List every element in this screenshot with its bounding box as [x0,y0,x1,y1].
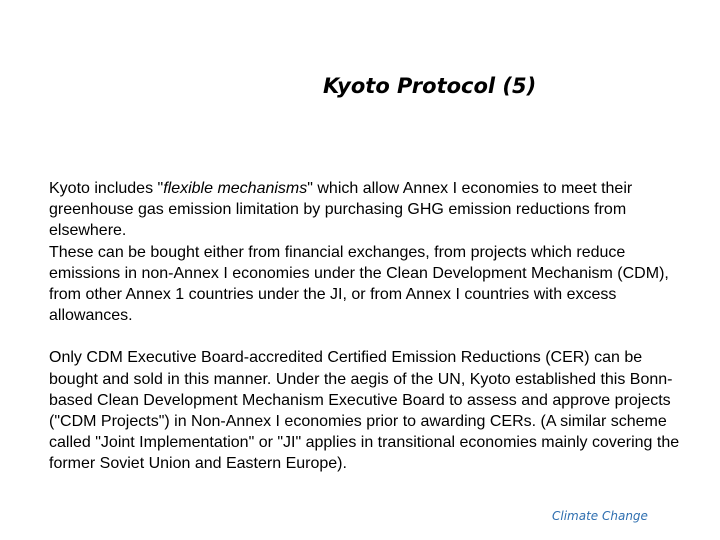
paragraph1-line2: These can be bought either from financial exchanges, from projects which reduce emissions in non-Annex I economies under the Clean Development Mechanism (CDM), from other Annex 1 countries under the JI, or from Annex I countries with excess allowances. [49,243,669,325]
footer-label: Climate Change [552,509,648,523]
slide-title: Kyoto Protocol (5) [323,74,537,98]
paragraph1-rest: " which allow Annex I economies to meet their greenhouse gas emission limitation by purchasing GHG emission reductions from elsewhere. [49,180,633,240]
slide-body [49,178,689,475]
paragraph-cdm-board: Only CDM Executive Board-accredited Certified Emission Reductions (CER) can be bought and sold in this manner. Under the aegis of the UN, Kyoto established this Bonn-based Clean Development Mechanism Executive Board to assess and approve projects ("CDM Projects") in Non-Annex I economies prior to awarding CERs. (A similar scheme called "Joint Implementation" or "JI" applies in transitional economies mainly covering the former Soviet Union and Eastern Europe). [49,349,680,473]
flexible-mechanisms-emphasis: flexible mechanisms [163,180,308,197]
paragraph1-intro: Kyoto includes " [49,180,164,197]
paragraph-flexible-mechanisms [49,178,689,326]
